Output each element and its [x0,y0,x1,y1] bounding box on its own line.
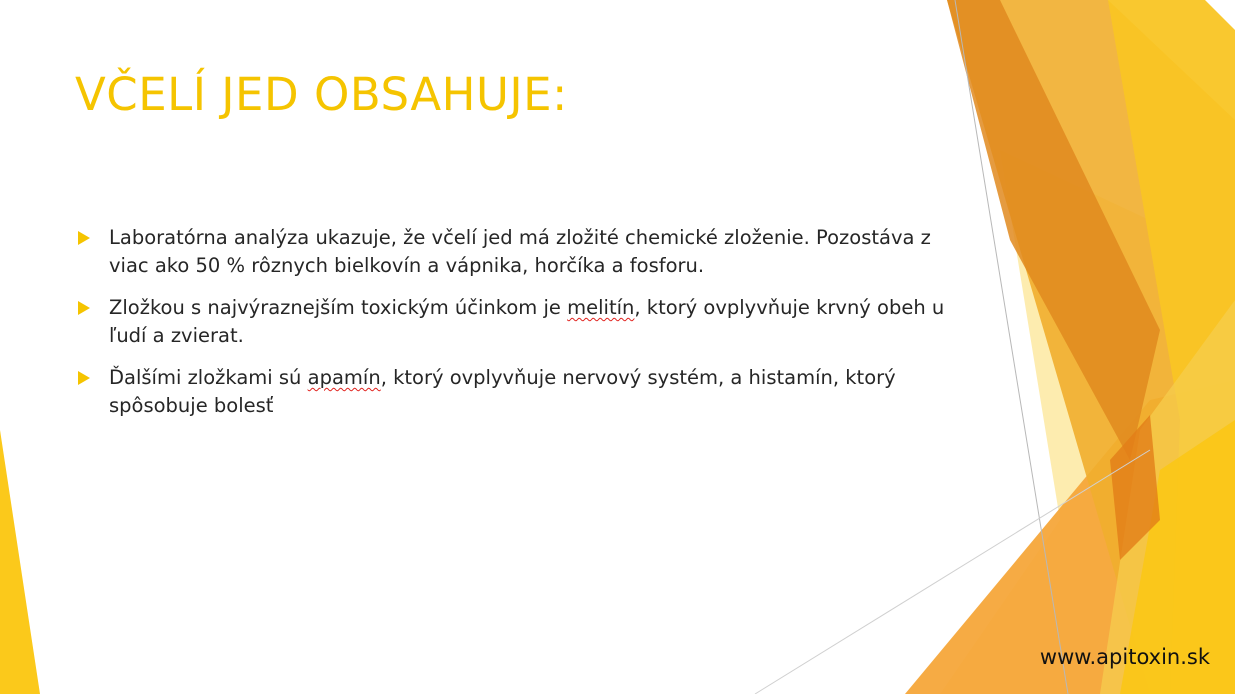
bullet-text-before: Zložkou s najvýraznejším toxickým účinkom je [109,296,568,319]
triangle-arrow-right-icon [78,231,90,245]
bullet-text-before: Ďalšími zložkami sú [109,366,308,389]
triangle-arrow-right-icon [78,301,90,315]
bullet-text-after: , ktorý ovplyvňuje krvný obeh u ľudí a zvierat. [109,296,945,347]
left-yellow-sliver [0,430,40,694]
bullet-list [75,224,955,434]
spellcheck-marked-word: melitín [567,296,635,319]
bullet-item [75,364,955,420]
website-footer: www.apitoxin.sk [1039,645,1210,669]
triangle-arrow-right-icon [78,371,90,385]
bullet-text-after: , ktorý ovplyvňuje nervový systém, a histamín, ktorý spôsobuje bolesť [109,366,896,417]
bullet-item [75,224,955,280]
bullet-text: Laboratórna analýza ukazuje, že včelí jed má zložité chemické zloženie. Pozostáva z viac ako 50 % rôznych bielkovín a vápnika, horčíka a fosforu. [109,226,931,277]
bullet-item [75,294,955,350]
spellcheck-marked-word: apamín [307,366,381,389]
slide-title: VČELÍ JED OBSAHUJE: [75,68,568,121]
